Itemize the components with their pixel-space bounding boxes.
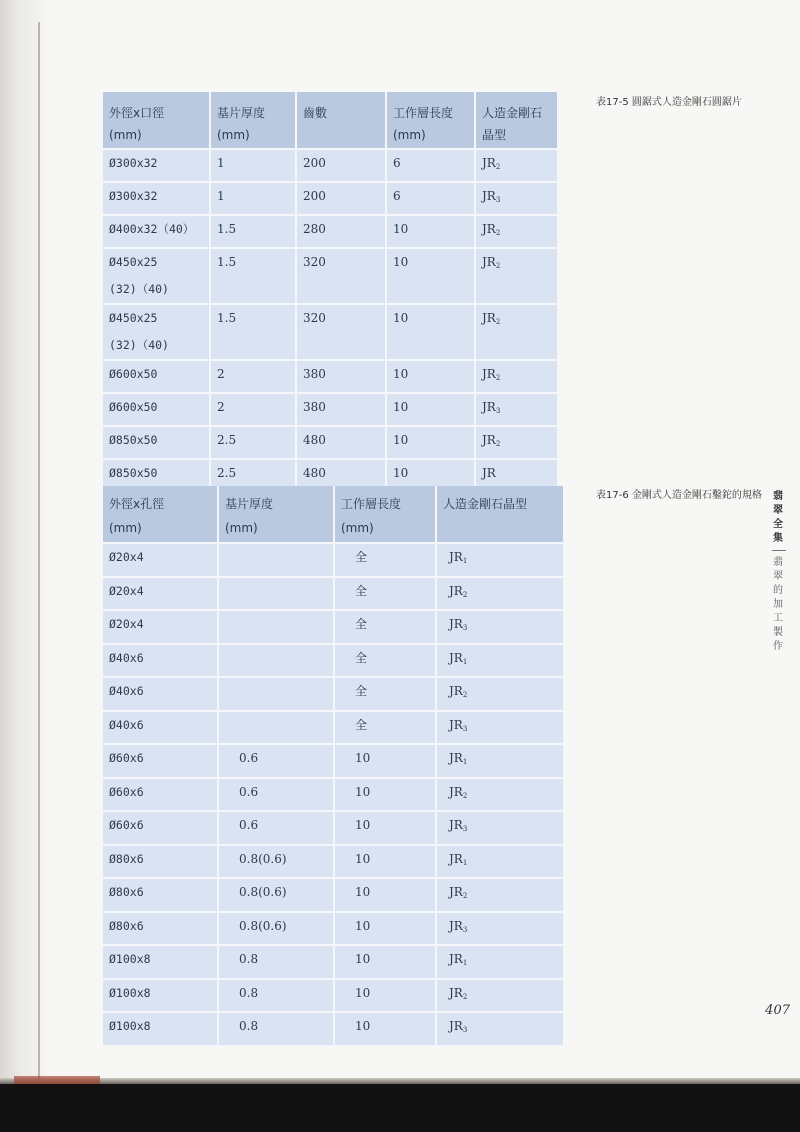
cell-value: 1.5: [217, 222, 237, 236]
cell-value: 2.5: [217, 466, 237, 480]
cell-value: Ø60x6: [109, 751, 144, 765]
cell-value: Ø40x6: [109, 650, 144, 665]
table-cell: [297, 216, 387, 249]
table-cell: [103, 946, 219, 980]
table-row: [103, 980, 565, 1014]
crystal-type-code: JR: [449, 617, 463, 631]
column-header-unit: (mm): [109, 128, 142, 142]
crystal-type-code: JR: [482, 189, 496, 203]
crystal-type-code: JR: [449, 918, 463, 933]
table-cell: [476, 183, 559, 216]
cell-value: 320: [303, 255, 326, 269]
table-cell: [219, 712, 335, 746]
column-header: [211, 92, 297, 150]
cell-value: 280: [303, 222, 326, 236]
cell-value: Ø20x4: [109, 550, 144, 564]
table-cell: [103, 183, 211, 216]
cell-value: 1: [217, 156, 225, 170]
spec-table-17-6: [103, 486, 565, 1047]
cell-value: 2: [217, 367, 225, 381]
column-header-unit: (mm): [217, 128, 250, 142]
table-cell: [437, 544, 565, 578]
column-header-label: 人造金剛石: [482, 106, 543, 120]
crystal-type-subscript: 2: [462, 892, 468, 900]
table-cell: [437, 879, 565, 913]
table-row: [103, 361, 559, 394]
table-cell: [103, 980, 219, 1014]
crystal-type-code: JR: [449, 985, 463, 1000]
crystal-type-subscript: 2: [495, 374, 501, 382]
cell-value: Ø100x8: [109, 952, 151, 966]
table-cell: [219, 779, 335, 813]
table-cell: [437, 846, 565, 880]
table-cell: [103, 305, 211, 361]
cell-value: 全: [355, 717, 368, 732]
table-cell: [103, 812, 219, 846]
crystal-type-subscript: 2: [495, 318, 501, 326]
table-cell: [335, 812, 437, 846]
column-header: [103, 92, 211, 150]
table-cell: [103, 611, 219, 645]
column-header: [103, 486, 219, 544]
table-cell: [335, 645, 437, 679]
dimension-text: Ø850x50: [109, 466, 158, 480]
dimension-text: Ø300x32: [109, 156, 158, 170]
table-cell: [476, 427, 559, 460]
crystal-type-subscript: 1: [462, 657, 468, 666]
table-cell: [387, 394, 476, 427]
cell-value: 1: [217, 189, 225, 203]
cell-value: Ø80x6: [109, 918, 144, 933]
crystal-type-subscript: 3: [462, 925, 468, 934]
table-cell: [476, 216, 559, 249]
crystal-type-code: JR: [482, 156, 496, 170]
table-cell: [437, 745, 565, 779]
column-header-label: 齒數: [303, 106, 328, 120]
dimension-text: Ø400x32（40）: [109, 222, 195, 236]
cell-value: 10: [393, 433, 409, 447]
table-cell: [335, 611, 437, 645]
cell-value: 10: [355, 952, 371, 966]
crystal-type-subscript: 1: [462, 959, 468, 967]
crystal-type-code: JR: [449, 851, 463, 866]
cell-value: 200: [303, 189, 326, 203]
cell-value: 6: [393, 189, 401, 203]
table-row: [103, 913, 565, 947]
column-header-label: 工作層長度: [341, 497, 402, 511]
table-cell: [297, 305, 387, 361]
cell-value: Ø20x4: [109, 617, 144, 631]
table-cell: [297, 249, 387, 305]
column-header-label: 工作層長度: [393, 106, 454, 120]
cell-value: 10: [393, 400, 409, 414]
table-cell: [103, 678, 219, 712]
column-header-unit: (mm): [109, 521, 142, 535]
table-cell: [211, 249, 297, 305]
table-cell: [335, 946, 437, 980]
table-header-row: [103, 92, 559, 150]
table-cell: [219, 578, 335, 612]
table-row: [103, 544, 565, 578]
crystal-type-subscript: 1: [462, 758, 468, 766]
cell-value: 0.8(0.6): [239, 885, 287, 899]
table-cell: [387, 427, 476, 460]
column-header-label: 外徑x孔徑: [109, 497, 165, 511]
table-cell: [103, 846, 219, 880]
cell-value: 10: [355, 985, 371, 1000]
column-header-unit: (mm): [341, 521, 374, 535]
cell-value: Ø20x4: [109, 583, 144, 598]
table-row: [103, 216, 559, 249]
column-header-unit: (mm): [393, 128, 426, 142]
cell-value: 全: [355, 617, 368, 631]
cell-value: 10: [393, 367, 409, 381]
crystal-type-code: JR: [449, 1019, 463, 1033]
table-cell: [335, 678, 437, 712]
cell-value: 380: [303, 367, 326, 381]
table-cell: [437, 946, 565, 980]
crystal-type-code: JR: [482, 433, 496, 447]
table-cell: [335, 745, 437, 779]
crystal-type-subscript: 2: [462, 992, 468, 1001]
crystal-type-subscript: 3: [462, 1026, 468, 1034]
cell-value: 10: [355, 918, 371, 933]
dimension-text: Ø850x50: [109, 433, 158, 447]
binding-fold-line: [38, 22, 40, 1082]
table-cell: [103, 645, 219, 679]
table-row: [103, 846, 565, 880]
table-cell: [219, 1013, 335, 1047]
table-cell: [103, 712, 219, 746]
table-cell: [103, 879, 219, 913]
cell-value: 0.6: [239, 751, 259, 765]
crystal-type-subscript: 2: [462, 691, 468, 699]
cell-value: Ø80x6: [109, 851, 144, 866]
scan-bottom-border: [0, 1084, 800, 1132]
table-cell: [335, 980, 437, 1014]
crystal-type-code: JR: [482, 255, 496, 269]
table-cell: [103, 913, 219, 947]
table-row: [103, 645, 565, 679]
column-header-label: 基片厚度: [225, 497, 274, 511]
table-row: [103, 1013, 565, 1047]
cell-value: 全: [355, 583, 368, 598]
spec-table-17-5: [103, 92, 559, 493]
cell-value: Ø80x6: [109, 885, 144, 899]
cell-value: 0.8: [239, 952, 259, 966]
table-cell: [437, 678, 565, 712]
table-cell: [437, 712, 565, 746]
crystal-type-code: JR: [449, 784, 463, 799]
cell-value: 0.6: [239, 784, 259, 799]
column-header-unit: 晶型: [482, 128, 507, 142]
crystal-type-subscript: 1: [462, 557, 468, 565]
table-cell: [476, 150, 559, 183]
crystal-type-code: JR: [482, 466, 496, 480]
cell-value: 6: [393, 156, 401, 170]
crystal-type-code: JR: [482, 367, 496, 381]
table-cell: [297, 427, 387, 460]
crystal-type-code: JR: [449, 751, 463, 765]
page-number: 407: [765, 1003, 790, 1018]
table-cell: [211, 216, 297, 249]
table-cell: [437, 1013, 565, 1047]
cell-value: Ø60x6: [109, 818, 144, 832]
cell-value: 10: [355, 818, 371, 832]
table-cell: [103, 1013, 219, 1047]
cell-value: 10: [355, 851, 371, 866]
cell-value: 200: [303, 156, 326, 170]
table-cell: [219, 946, 335, 980]
crystal-type-subscript: 3: [462, 825, 468, 833]
column-header: [297, 92, 387, 150]
column-header: [437, 486, 565, 544]
dimension-text: Ø450x25: [109, 311, 158, 325]
table-cell: [437, 913, 565, 947]
cell-value: 10: [355, 1019, 371, 1033]
cell-value: 380: [303, 400, 326, 414]
dimension-text: (32)（40): [109, 282, 169, 296]
dimension-text: Ø300x32: [109, 189, 158, 203]
dimension-text: Ø600x50: [109, 367, 158, 381]
cell-value: 0.6: [239, 818, 259, 832]
book-title-vertical: 翡翠全集: [773, 491, 783, 544]
column-header-label: 基片厚度: [217, 106, 266, 120]
crystal-type-subscript: 2: [462, 590, 468, 599]
table-cell: [437, 980, 565, 1014]
table-row: [103, 611, 565, 645]
column-header: [335, 486, 437, 544]
cell-value: Ø100x8: [109, 1019, 151, 1033]
table-row: [103, 879, 565, 913]
dimension-text: Ø450x25: [109, 255, 158, 269]
cell-value: Ø40x6: [109, 717, 144, 732]
crystal-type-subscript: 3: [495, 196, 501, 204]
book-binding-shadow: [0, 0, 48, 1085]
table-caption-17-6: 表17-6 金剛式人造金剛石鑿鉈的規格: [596, 490, 762, 501]
table-cell: [437, 578, 565, 612]
table-row: [103, 394, 559, 427]
crystal-type-code: JR: [482, 311, 496, 325]
table-cell: [297, 394, 387, 427]
cell-value: Ø40x6: [109, 684, 144, 698]
table-cell: [387, 150, 476, 183]
table-cell: [219, 544, 335, 578]
table-cell: [103, 578, 219, 612]
cell-value: 0.8(0.6): [239, 851, 287, 866]
cell-value: 1.5: [217, 311, 237, 325]
crystal-type-code: JR: [449, 583, 463, 598]
crystal-type-code: JR: [449, 952, 463, 966]
crystal-type-subscript: 2: [462, 791, 468, 800]
table-cell: [335, 578, 437, 612]
crystal-type-subscript: 2: [495, 262, 501, 270]
table-cell: [219, 678, 335, 712]
table-cell: [297, 361, 387, 394]
column-header: [219, 486, 335, 544]
crystal-type-code: JR: [449, 818, 463, 832]
crystal-type-subscript: 1: [462, 858, 468, 867]
table-row: [103, 712, 565, 746]
dimension-text: Ø600x50: [109, 400, 158, 414]
table-cell: [387, 183, 476, 216]
cell-value: 10: [393, 466, 409, 480]
column-header-unit: (mm): [225, 521, 258, 535]
table-cell: [335, 779, 437, 813]
cell-value: 全: [355, 550, 368, 564]
table-row: [103, 812, 565, 846]
table-cell: [335, 544, 437, 578]
cell-value: 0.8: [239, 985, 259, 1000]
cell-value: 10: [355, 885, 371, 899]
table-cell: [103, 150, 211, 183]
column-header: [387, 92, 476, 150]
table-row: [103, 745, 565, 779]
table-cell: [219, 846, 335, 880]
crystal-type-subscript: 3: [462, 624, 468, 632]
table-cell: [219, 812, 335, 846]
table-cell: [219, 980, 335, 1014]
table-cell: [211, 305, 297, 361]
table-cell: [219, 879, 335, 913]
table-cell: [219, 645, 335, 679]
crystal-type-code: JR: [449, 550, 463, 564]
crystal-type-code: JR: [449, 650, 463, 665]
table-cell: [297, 150, 387, 183]
table-row: [103, 427, 559, 460]
table-cell: [387, 361, 476, 394]
table-cell: [387, 216, 476, 249]
table-row: [103, 183, 559, 216]
chapter-title-vertical: 翡翠的加工製作: [773, 557, 783, 652]
crystal-type-subscript: 2: [495, 163, 501, 171]
table-cell: [476, 394, 559, 427]
crystal-type-code: JR: [482, 222, 496, 236]
table-cell: [437, 645, 565, 679]
table-cell: [335, 1013, 437, 1047]
table-cell: [476, 305, 559, 361]
table-caption-17-5: 表17-5 圓鋸式人造金剛石圓鋸片: [596, 97, 742, 108]
column-header: [476, 92, 559, 150]
table-cell: [103, 249, 211, 305]
crystal-type-subscript: 3: [495, 407, 501, 415]
cell-value: 2.5: [217, 433, 237, 447]
cell-value: 10: [393, 255, 409, 269]
table-cell: [437, 779, 565, 813]
table-cell: [103, 779, 219, 813]
table-cell: [335, 846, 437, 880]
table-cell: [211, 150, 297, 183]
table-cell: [103, 216, 211, 249]
table-cell: [211, 427, 297, 460]
cell-value: 0.8: [239, 1019, 259, 1033]
table-row: [103, 946, 565, 980]
table-row: [103, 678, 565, 712]
dimension-text: (32)（40): [109, 338, 169, 352]
cell-value: 10: [355, 784, 371, 799]
column-header-label: 人造金剛石晶型: [443, 497, 528, 511]
cell-value: 0.8(0.6): [239, 918, 287, 933]
sidebar-divider: [772, 550, 786, 551]
table-cell: [476, 361, 559, 394]
crystal-type-subscript: 2: [495, 229, 501, 237]
table-cell: [335, 879, 437, 913]
table-row: [103, 578, 565, 612]
cell-value: 480: [303, 433, 326, 447]
table-cell: [211, 394, 297, 427]
table-cell: [476, 249, 559, 305]
crystal-type-subscript: 3: [462, 724, 468, 733]
cell-value: 10: [393, 222, 409, 236]
crystal-type-code: JR: [482, 400, 496, 414]
table-cell: [103, 394, 211, 427]
cell-value: 480: [303, 466, 326, 480]
cell-value: Ø60x6: [109, 784, 144, 799]
crystal-type-code: JR: [449, 684, 463, 698]
cell-value: 全: [355, 684, 368, 698]
cell-value: Ø100x8: [109, 985, 151, 1000]
column-header-label: 外徑x口徑: [109, 106, 165, 120]
table-cell: [219, 611, 335, 645]
table-cell: [335, 913, 437, 947]
table-cell: [437, 611, 565, 645]
table-cell: [335, 712, 437, 746]
table-cell: [211, 183, 297, 216]
table-cell: [103, 427, 211, 460]
table-cell: [211, 361, 297, 394]
table-row: [103, 305, 559, 361]
crystal-type-code: JR: [449, 717, 463, 732]
table-cell: [297, 183, 387, 216]
table-header-row: [103, 486, 565, 544]
cell-value: 320: [303, 311, 326, 325]
cell-value: 2: [217, 400, 225, 414]
table-cell: [103, 544, 219, 578]
table-cell: [219, 913, 335, 947]
cell-value: 1.5: [217, 255, 237, 269]
cell-value: 10: [355, 751, 371, 765]
crystal-type-subscript: 2: [495, 440, 501, 448]
table-cell: [387, 249, 476, 305]
crystal-type-code: JR: [449, 885, 463, 899]
table-row: [103, 779, 565, 813]
table-cell: [437, 812, 565, 846]
table-row: [103, 150, 559, 183]
table-cell: [387, 305, 476, 361]
table-cell: [219, 745, 335, 779]
table-cell: [103, 361, 211, 394]
cell-value: 全: [355, 650, 368, 665]
table-row: [103, 249, 559, 305]
cell-value: 10: [393, 311, 409, 325]
table-cell: [103, 745, 219, 779]
